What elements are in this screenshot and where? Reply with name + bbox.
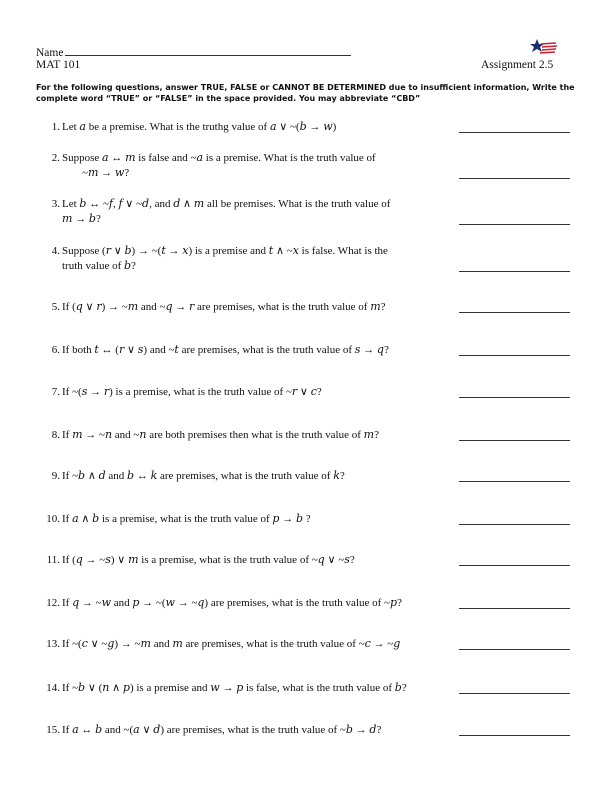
name-blank[interactable] <box>65 44 351 56</box>
question-text <box>62 637 452 652</box>
question-text <box>62 120 452 135</box>
question-line-1: If 𝑞 → ~𝑤 and 𝑝 → ~(𝑤 → ~𝑞) are premises, what is the truth value of ~𝑝? <box>62 597 402 609</box>
course-label: MAT 101 <box>36 59 81 71</box>
instructions: For the following questions, answer TRUE, FALSE or CANNOT BE DETERMINED due to insufficient information, Write the complete word “TRUE” or “FALSE” in the space provided. You may abbreviate “CBD” <box>36 83 575 103</box>
question-number: 14. <box>46 682 60 694</box>
question-number: 2. <box>51 152 60 164</box>
question-line-1: If both 𝑡 ↔ (𝑟 ∨ 𝑠) and ~𝑡 are premises, what is the truth value of 𝑠 → 𝑞? <box>62 344 389 356</box>
answer-blank[interactable] <box>459 355 570 356</box>
question-line-2: truth value of 𝑏? <box>62 259 136 272</box>
question-text <box>62 428 452 443</box>
question-number: 5. <box>51 301 60 313</box>
question-line-1: If (𝑞 ∨ 𝑟) → ~𝑚 and ~𝑞 → 𝑟 are premises, what is the truth value of 𝑚? <box>62 301 386 313</box>
name-label: Name <box>36 47 64 59</box>
question-line-1: Let 𝑎 be a premise. What is the truthg value of 𝑎 ∨ ~(𝑏 → 𝑤) <box>62 121 337 133</box>
question-text <box>62 197 452 226</box>
question-text <box>62 300 452 315</box>
question-number: 3. <box>51 198 60 210</box>
question-text <box>62 512 452 527</box>
question-number: 6. <box>51 344 60 356</box>
question-text <box>62 723 452 738</box>
question-number: 12. <box>46 597 60 609</box>
answer-blank[interactable] <box>459 178 570 179</box>
question-line-1: If (𝑞 → ~𝑠) ∨ 𝑚 is a premise, what is the truth value of ~𝑞 ∨ ~𝑠? <box>62 554 355 566</box>
answer-blank[interactable] <box>459 440 570 441</box>
question-line-2: 𝑚 → 𝑏? <box>62 212 101 225</box>
question-line-1: If 𝑎 ∧ 𝑏 is a premise, what is the truth value of 𝑝 → 𝑏 ? <box>62 513 311 525</box>
question-line-1: Suppose (𝑟 ∨ 𝑏) → ~(𝑡 → 𝑥) is a premise and 𝑡 ∧ ~𝑥 is false. What is the <box>62 245 388 257</box>
answer-blank[interactable] <box>459 735 570 736</box>
question-number: 10. <box>46 513 60 525</box>
answer-blank[interactable] <box>459 397 570 398</box>
question-number: 15. <box>46 724 60 736</box>
question-text <box>62 553 452 568</box>
answer-blank[interactable] <box>459 565 570 566</box>
question-text <box>62 469 452 484</box>
question-text <box>62 681 452 696</box>
answer-blank[interactable] <box>459 312 570 313</box>
question-text <box>62 244 452 273</box>
question-line-1: If 𝑚 → ~𝑛 and ~𝑛 are both premises then what is the truth value of 𝑚? <box>62 429 379 441</box>
question-number: 8. <box>51 429 60 441</box>
question-number: 11. <box>46 554 60 566</box>
question-line-2: ~𝑚 → 𝑤? <box>82 166 130 179</box>
answer-blank[interactable] <box>459 132 570 133</box>
answer-blank[interactable] <box>459 608 570 609</box>
question-number: 13. <box>46 638 60 650</box>
question-line-1: Suppose 𝑎 ↔ 𝑚 is false and ~𝑎 is a premise. What is the truth value of <box>62 152 376 164</box>
question-number: 7. <box>51 386 60 398</box>
answer-blank[interactable] <box>459 524 570 525</box>
answer-blank[interactable] <box>459 481 570 482</box>
answer-blank[interactable] <box>459 271 570 272</box>
question-number: 9. <box>51 470 60 482</box>
question-line-1: Let 𝑏 ↔ ~𝑓, 𝑓 ∨ ~𝑑, and 𝑑 ∧ 𝑚 all be premises. What is the truth value of <box>62 198 391 210</box>
flag-logo-icon <box>528 38 558 58</box>
question-line-1: If 𝑎 ↔ 𝑏 and ~(𝑎 ∨ 𝑑) are premises, what is the truth value of ~𝑏 → 𝑑? <box>62 724 382 736</box>
question-number: 1. <box>51 121 60 133</box>
question-number: 4. <box>51 245 60 257</box>
question-line-1: If ~(𝑐 ∨ ~𝑔) → ~𝑚 and 𝑚 are premises, what is the truth value of ~𝑐 → ~𝑔 <box>62 638 401 650</box>
question-line-1: If ~𝑏 ∧ 𝑑 and 𝑏 ↔ 𝑘 are premises, what is the truth value of 𝑘? <box>62 470 345 482</box>
answer-blank[interactable] <box>459 649 570 650</box>
name-row <box>36 44 351 59</box>
question-line-1: If ~𝑏 ∨ (𝑛 ∧ 𝑝) is a premise and 𝑤 → 𝑝 is false, what is the truth value of 𝑏? <box>62 682 407 694</box>
answer-blank[interactable] <box>459 224 570 225</box>
assignment-label: Assignment 2.5 <box>481 59 554 71</box>
question-text <box>62 151 452 180</box>
question-text <box>62 596 452 611</box>
answer-blank[interactable] <box>459 693 570 694</box>
question-line-1: If ~(𝑠 → 𝑟) is a premise, what is the truth value of ~𝑟 ∨ 𝑐? <box>62 386 322 398</box>
question-text <box>62 385 452 400</box>
question-text <box>62 343 452 358</box>
